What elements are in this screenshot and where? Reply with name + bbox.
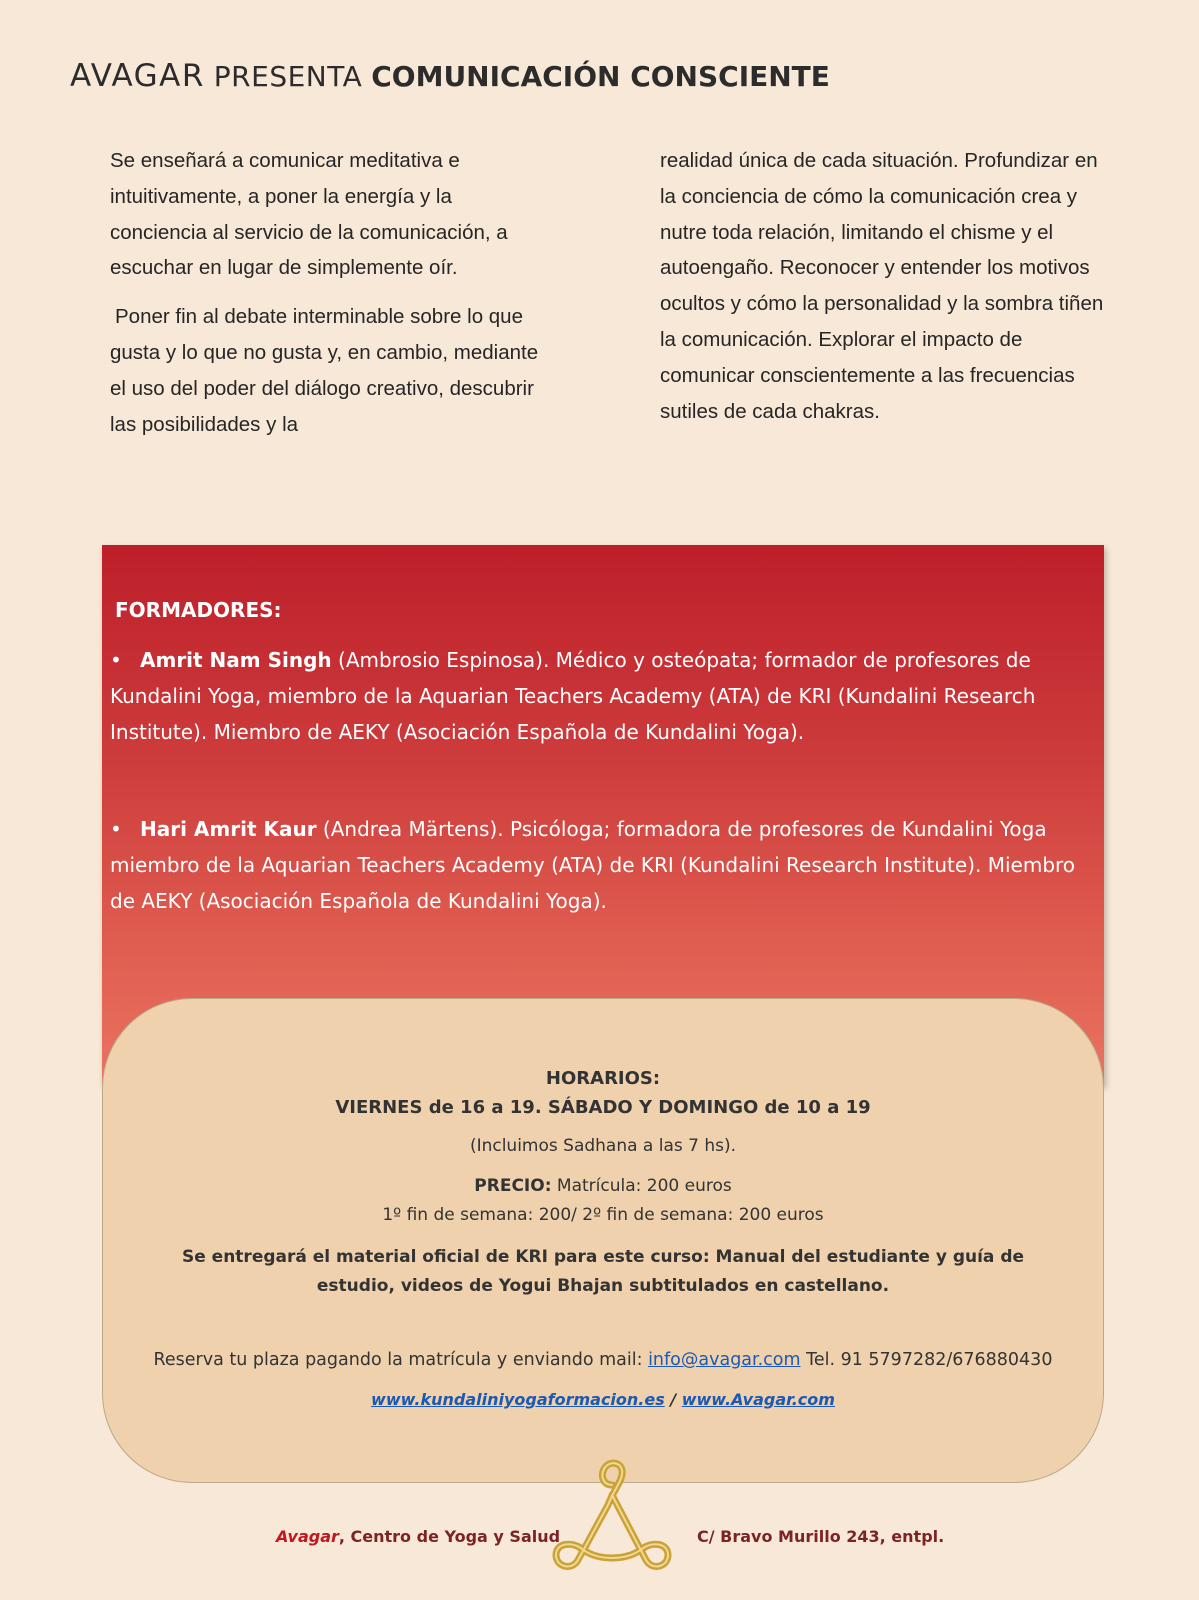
schedule-note: (Incluimos Sadhana a las 7 hs). xyxy=(469,1136,737,1156)
footer-subtitle: , Centro de Yoga y Salud xyxy=(338,1527,561,1546)
kundalini-website-link[interactable]: www.kundaliniyogaformacion.es xyxy=(371,1390,665,1409)
schedule-heading: HORARIOS: xyxy=(545,1068,661,1089)
weekend-prices: 1º fin de semana: 200/ 2º fin de semana: 200 euros xyxy=(382,1205,824,1225)
trainer-item xyxy=(110,812,1100,919)
price-value: Matrícula: 200 euros xyxy=(551,1176,732,1196)
phone-text: Tel. 91 5797282/676880430 xyxy=(800,1350,1053,1370)
trainer-bio: (Andrea Märtens). Psicóloga; formadora de profesores de Kundalini Yoga miembro de la Aquarian Teachers Academy (ATA) de KRI (Kundalini Research Institute). Miembro de AEKY (Asociación Española de Kundalini Yoga). xyxy=(110,817,1076,913)
title-brand: AVAGAR xyxy=(70,58,205,94)
footer-brand: Avagar xyxy=(276,1527,339,1546)
intro-paragraph-1: Se enseñará a comunicar meditativa e intuitivamente, a poner la energía y la conciencia al servicio de la comunicación, a escuchar en lugar de simplemente oír. xyxy=(110,149,508,280)
price-label: PRECIO: xyxy=(474,1176,552,1196)
trainer-name: Amrit Nam Singh xyxy=(140,648,332,672)
schedule-times: VIERNES de 16 a 19. SÁBADO Y DOMINGO de 10 a 19 xyxy=(335,1097,871,1118)
intro-paragraph-3: realidad única de cada situación. Profundizar en la conciencia de cómo la comunicación crea y nutre toda relación, limitando el chisme y el autoengaño. Reconocer y entender los motivos ocultos y cómo la personalidad y la sombra tiñen la comunicación. Explorar el impacto de comunicar conscientemente a las frecuencias sutiles de cada chakras. xyxy=(660,149,1104,423)
link-separator: / xyxy=(664,1390,682,1409)
intro-left-column xyxy=(110,143,550,442)
reserve-line xyxy=(102,1350,1104,1370)
intro-paragraph-2: Poner fin al debate interminable sobre lo que gusta y lo que no gusta y, en cambio, mediante el uso del poder del diálogo creativo, descubrir las posibilidades y la xyxy=(110,305,539,436)
material-text: Se entregará el material oficial de KRI para este curso: Manual del estudiante y guía de estudio, videos de Yogui Bhajan subtitulados en castellano. xyxy=(181,1247,1025,1296)
trainers-heading: FORMADORES: xyxy=(115,598,282,622)
bullet-icon: • xyxy=(110,817,122,841)
trainer-name: Hari Amrit Kaur xyxy=(140,817,317,841)
price-line xyxy=(102,1176,1104,1196)
footer-center-name xyxy=(276,1527,560,1546)
title-course: COMUNICACIÓN CONSCIENTE xyxy=(371,60,830,93)
web-links xyxy=(102,1390,1104,1409)
intro-right-column xyxy=(660,143,1110,429)
title-presents: PRESENTA xyxy=(213,60,363,93)
avagar-logo-icon xyxy=(542,1455,682,1584)
bullet-icon: • xyxy=(110,648,122,672)
reserve-text: Reserva tu plaza pagando la matrícula y enviando mail: xyxy=(153,1350,649,1370)
material-note xyxy=(102,1243,1104,1301)
footer-address: C/ Bravo Murillo 243, entpl. xyxy=(697,1527,945,1546)
trainer-item xyxy=(110,643,1100,750)
trainer-bio: (Ambrosio Espinosa). Médico y osteópata; formador de profesores de Kundalini Yoga, miembro de la Aquarian Teachers Academy (ATA) de KRI (Kundalini Research Institute). Miembro de AEKY (Asociación Española de Kundalini Yoga). xyxy=(110,648,1036,744)
email-link[interactable]: info@avagar.com xyxy=(648,1350,801,1370)
avagar-website-link[interactable]: www.Avagar.com xyxy=(681,1390,835,1409)
page-title xyxy=(70,58,830,94)
